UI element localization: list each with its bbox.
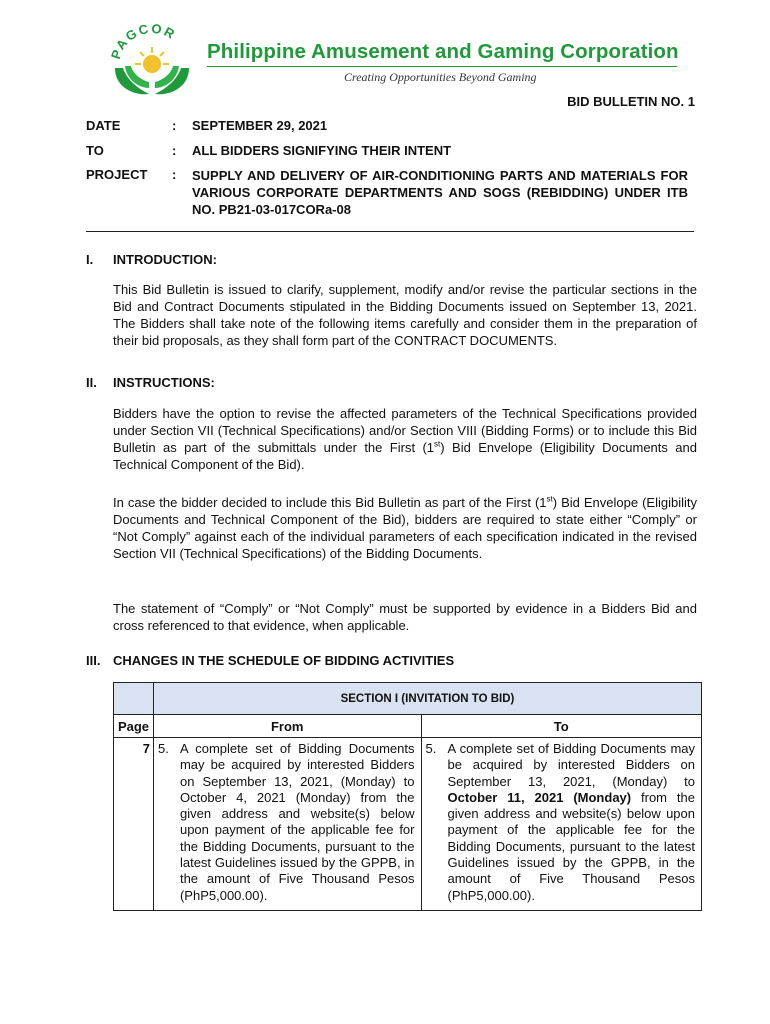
instructions-p1-text-a: Bidders have the option to revise the affected parameters of the Technical Specifications provided under Section VII (Technical Specifications) and/or Section VIII (Bidding Forms) or to include this Bid Bulletin as part of the submittals under the First (1 <box>113 406 697 455</box>
to-item-text-a: A complete set of Bidding Documents may be acquired by interested Bidders on September 13, 2021, (Monday) to <box>447 741 695 789</box>
column-header-page: Page <box>114 715 154 738</box>
organization-name: Philippine Amusement and Gaming Corporation <box>207 40 679 63</box>
instructions-p2-superscript: st <box>546 494 553 504</box>
instructions-p1-superscript: st <box>434 439 441 449</box>
bulletin-number: BID BULLETIN NO. 1 <box>567 94 695 109</box>
date-colon: : <box>172 118 177 133</box>
date-value: SEPTEMBER 29, 2021 <box>192 118 328 133</box>
instructions-heading: INSTRUCTIONS: <box>113 375 215 390</box>
instructions-number: II. <box>86 375 97 390</box>
row-page-number: 7 <box>114 738 154 911</box>
to-item-text-b: from the given address and website(s) below upon payment of the applicable fee for the Bidding Documents, pursuant to the latest Guidelines issued by the GPPB, in the amount of Five Thousand Pesos (PhP5,000.00). <box>447 789 695 903</box>
header-rule <box>207 66 677 67</box>
to-item-number: 5. <box>425 741 437 756</box>
instructions-paragraph-3: The statement of “Comply” or “Not Comply” must be supported by evidence in a Bidders Bid and cross referenced to that evidence, when applicable. <box>113 601 697 633</box>
to-colon: : <box>172 143 177 158</box>
changes-number: III. <box>86 653 101 668</box>
instructions-paragraph-1 <box>113 405 697 473</box>
table-corner-cell <box>114 683 154 715</box>
table-column-header-row <box>114 715 702 738</box>
row-to-cell <box>421 738 702 911</box>
table-section-header: SECTION I (INVITATION TO BID) <box>153 683 701 715</box>
logo-text: PAGCOR <box>107 22 179 61</box>
section-divider <box>86 231 694 232</box>
changes-heading: CHANGES IN THE SCHEDULE OF BIDDING ACTIVITIES <box>113 653 455 668</box>
pagcor-logo-icon <box>105 22 199 98</box>
column-header-to: To <box>421 715 702 738</box>
table-section-header-row <box>114 683 702 715</box>
to-item-text <box>448 741 696 904</box>
intro-number: I. <box>86 252 94 267</box>
project-value: SUPPLY AND DELIVERY OF AIR-CONDITIONING PARTS AND MATERIALS FOR VARIOUS CORPORATE DEPARTMENTS AND SOGS (REBIDDING) UNDER ITB NO. PB21-03-017CORa-08 <box>192 168 688 217</box>
date-label: DATE <box>86 118 121 133</box>
intro-heading: INTRODUCTION: <box>113 252 217 267</box>
project-label: PROJECT <box>86 167 148 182</box>
to-label: TO <box>86 143 104 158</box>
instructions-p2-text-b: ) Bid Envelope (Eligibility Documents and Technical Component of the Bid), bidders are required to state either “Comply” or “Not Comply” against each of the individual parameters of each specification indicated in the revised Section VII (Technical Specifications) of the Bidding Documents. <box>113 495 697 561</box>
instructions-paragraph-2 <box>113 494 697 562</box>
project-colon: : <box>172 167 177 182</box>
organization-tagline: Creating Opportunities Beyond Gaming <box>344 70 537 84</box>
intro-paragraph: This Bid Bulletin is issued to clarify, supplement, modify and/or revise the particular sections in the Bid and Contract Documents stipulated in the Bidding Documents issued on September 13, 2021. The Bidders shall take note of the following items carefully and consider them in the preparation of their bid proposals, as they shall form part of the CONTRACT DOCUMENTS. <box>113 282 697 348</box>
column-header-from: From <box>153 715 421 738</box>
table-row <box>114 738 702 911</box>
schedule-changes-table <box>113 682 702 911</box>
to-value: ALL BIDDERS SIGNIFYING THEIR INTENT <box>192 143 452 158</box>
from-item-text: A complete set of Bidding Documents may be acquired by interested Bidders on September 13, 2021, (Monday) to October 4, 2021 (Monday) from the given address and website(s) below upon payment of the applicable fee for the Bidding Documents, pursuant to the latest Guidelines issued by the GPPB, in the amount of Five Thousand Pesos (PhP5,000.00). <box>179 741 415 903</box>
from-item-number: 5. <box>157 741 169 756</box>
instructions-p2-text-a: In case the bidder decided to include this Bid Bulletin as part of the First (1 <box>113 495 547 510</box>
row-from-cell <box>153 738 421 911</box>
to-item-new-date: October 11, 2021 (Monday) <box>447 789 632 805</box>
instructions-p1-text-b: ) Bid Envelope (Eligibility Documents and Technical Component of the Bid). <box>113 440 697 472</box>
